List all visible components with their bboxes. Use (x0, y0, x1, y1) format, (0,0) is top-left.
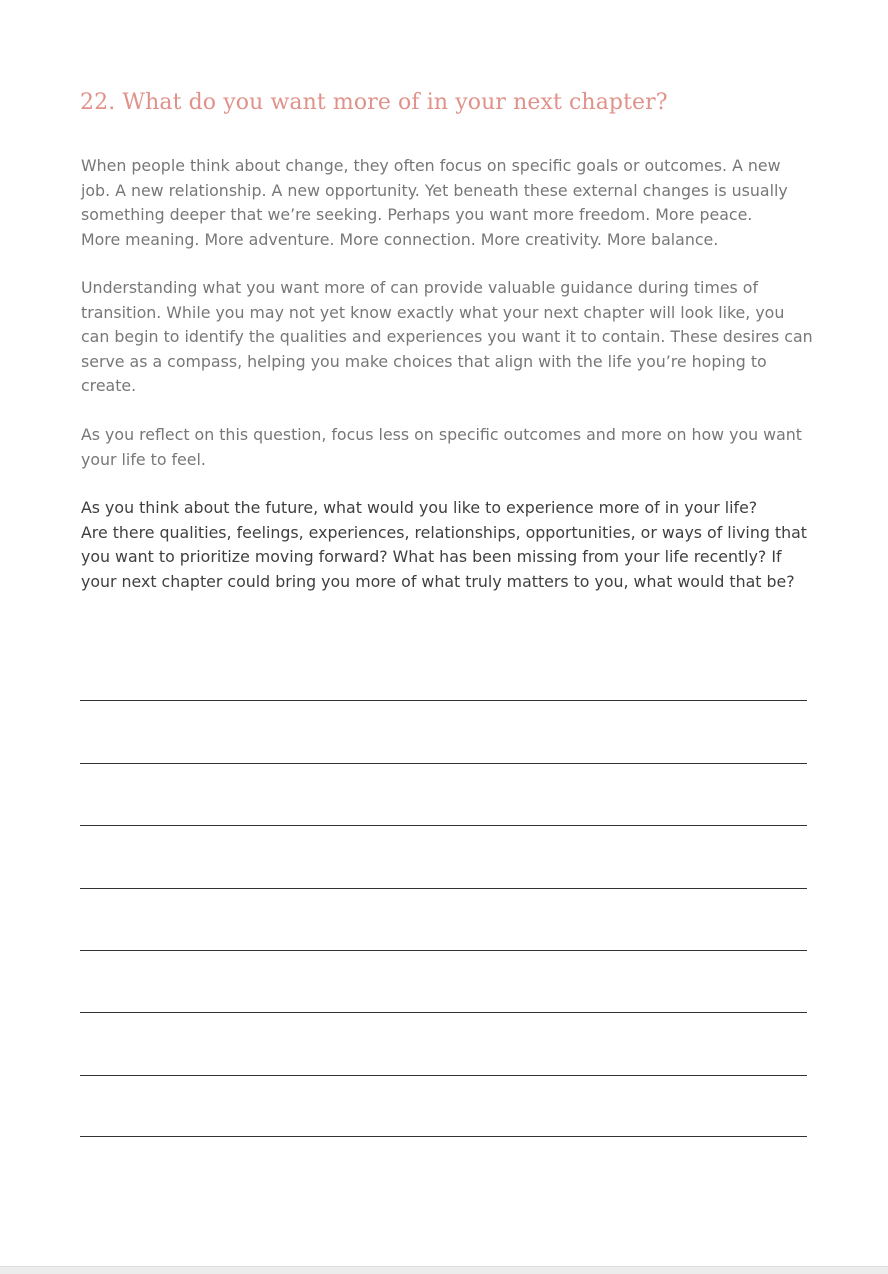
paragraph-line: When people think about change, they often focus on specific goals or outcomes. A new (81, 156, 781, 175)
writing-line (80, 888, 807, 889)
page-title: 22. What do you want more of in your next chapter? (80, 90, 668, 115)
writing-line (80, 763, 807, 764)
paragraph-line: something deeper that we’re seeking. Perhaps you want more freedom. More peace. (81, 205, 753, 224)
paragraph-line: can begin to identify the qualities and experiences you want it to contain. These desires can (81, 327, 813, 346)
writing-line (80, 1136, 807, 1137)
prompt-line: you want to prioritize moving forward? What has been missing from your life recently? If (81, 547, 782, 566)
writing-line (80, 825, 807, 826)
writing-line (80, 1075, 807, 1076)
reflection-paragraph (81, 423, 821, 472)
page-bottom-edge (0, 1266, 888, 1274)
paragraph-line: your life to feel. (81, 449, 206, 469)
paragraph-line: create. (81, 376, 137, 395)
writing-line (80, 700, 807, 701)
writing-line (80, 1012, 807, 1013)
paragraph-line: As you reflect on this question, focus less on specific outcomes and more on how you want (81, 425, 802, 444)
paragraph-line: transition. While you may not yet know exactly what your next chapter will look like, you (81, 302, 785, 322)
journal-prompt (81, 496, 821, 594)
intro-paragraph (81, 154, 821, 252)
paragraph-line: job. A new relationship. A new opportunity. Yet beneath these external changes is usually (81, 180, 788, 200)
guidance-paragraph (81, 276, 821, 399)
prompt-line: your next chapter could bring you more of what truly matters to you, what would that be? (81, 571, 795, 591)
paragraph-line: serve as a compass, helping you make choices that align with the life you’re hoping to (81, 351, 767, 371)
paragraph-line: Understanding what you want more of can provide valuable guidance during times of (81, 278, 759, 297)
prompt-line: As you think about the future, what would you like to experience more of in your life? (81, 498, 758, 517)
writing-line (80, 950, 807, 951)
paragraph-line: More meaning. More adventure. More connection. More creativity. More balance. (81, 229, 719, 249)
prompt-line: Are there qualities, feelings, experiences, relationships, opportunities, or ways of living that (81, 522, 807, 542)
